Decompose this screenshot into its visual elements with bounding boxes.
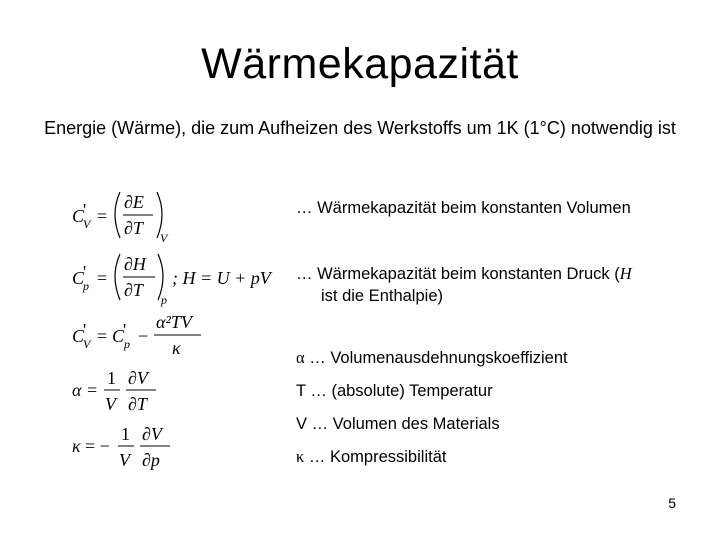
cp-denominator: ∂T <box>124 280 143 300</box>
rel-lhs-prime: ' <box>83 320 87 340</box>
alpha-eq: = <box>87 380 98 400</box>
slide-title: Wärmekapazität <box>201 40 519 88</box>
cp-numerator: ∂H <box>124 254 146 274</box>
rel-lhs-letter: C <box>72 326 85 346</box>
desc-alpha-text: … Volumenausdehnungskoeffizient <box>304 349 568 367</box>
cv-numerator: ∂E <box>124 192 144 212</box>
kappa-frac1-numerator: 1 <box>121 424 130 444</box>
desc-volume: V … Volumen des Materials <box>296 415 500 433</box>
desc-temperature: T … (absolute) Temperatur <box>296 382 493 400</box>
cv-eq: = <box>97 206 108 226</box>
desc-kappa <box>296 446 446 468</box>
alpha-frac1-denominator: V <box>105 394 116 414</box>
kappa-frac2-denominator: ∂p <box>142 450 160 470</box>
desc-cp-prefix: … Wärmekapazität beim konstanten Druck ( <box>296 265 620 283</box>
rel-mid-letter: C <box>112 326 125 346</box>
alpha-frac1-numerator: 1 <box>107 368 116 388</box>
kappa-eq: = − <box>85 436 110 456</box>
page-number: 5 <box>668 495 676 511</box>
slide-subtitle: Energie (Wärme), die zum Aufheizen des Werkstoffs um 1K (1°C) notwendig ist <box>44 118 676 138</box>
formula-relation <box>68 310 208 371</box>
rel-denominator: κ <box>172 338 181 358</box>
cp-lhs-sub: p <box>83 279 89 293</box>
cv-subscript: V <box>160 231 168 245</box>
desc-cp-var: H <box>619 264 632 283</box>
kappa-lhs: κ <box>72 436 81 456</box>
desc-cp-line2: ist die Enthalpie) <box>321 287 443 305</box>
rel-mid-prime: ' <box>123 320 127 340</box>
kappa-frac1-denominator: V <box>119 450 130 470</box>
desc-kappa-text: … Kompressibilität <box>304 448 447 466</box>
cv-lhs-prime: ' <box>83 200 87 220</box>
rel-numerator: α²TV <box>156 312 192 332</box>
rel-mid-sub: p <box>124 337 130 351</box>
alpha-symbol: α <box>296 348 305 367</box>
alpha-lhs: α <box>72 380 82 400</box>
rel-minus: − <box>138 326 149 346</box>
formula-kappa <box>68 422 178 483</box>
formula-cp <box>68 248 283 315</box>
cv-lhs-letter: C <box>72 206 85 226</box>
rel-lhs-sub: V <box>83 337 91 351</box>
cp-enthalpy-definition: ; H = U + pV <box>172 268 271 288</box>
alpha-frac2-numerator: ∂V <box>128 368 148 388</box>
kappa-frac2-numerator: ∂V <box>142 424 162 444</box>
cp-paren-left <box>115 254 120 300</box>
cv-paren-left <box>115 192 120 238</box>
cp-lhs-prime: ' <box>83 262 87 282</box>
formula-cv <box>68 186 178 253</box>
cp-eq: = <box>97 268 108 288</box>
cv-denominator: ∂T <box>124 218 143 238</box>
cv-lhs-sub: V <box>83 217 91 231</box>
formula-alpha <box>68 366 178 427</box>
kappa-symbol: κ <box>296 447 305 466</box>
cp-lhs-letter: C <box>72 268 85 288</box>
desc-cp <box>296 263 632 307</box>
rel-eq: = <box>97 326 108 346</box>
desc-cv: … Wärmekapazität beim konstanten Volumen <box>296 199 631 217</box>
cp-subscript: p <box>161 293 167 307</box>
desc-alpha <box>296 347 568 369</box>
alpha-frac2-denominator: ∂T <box>128 394 147 414</box>
